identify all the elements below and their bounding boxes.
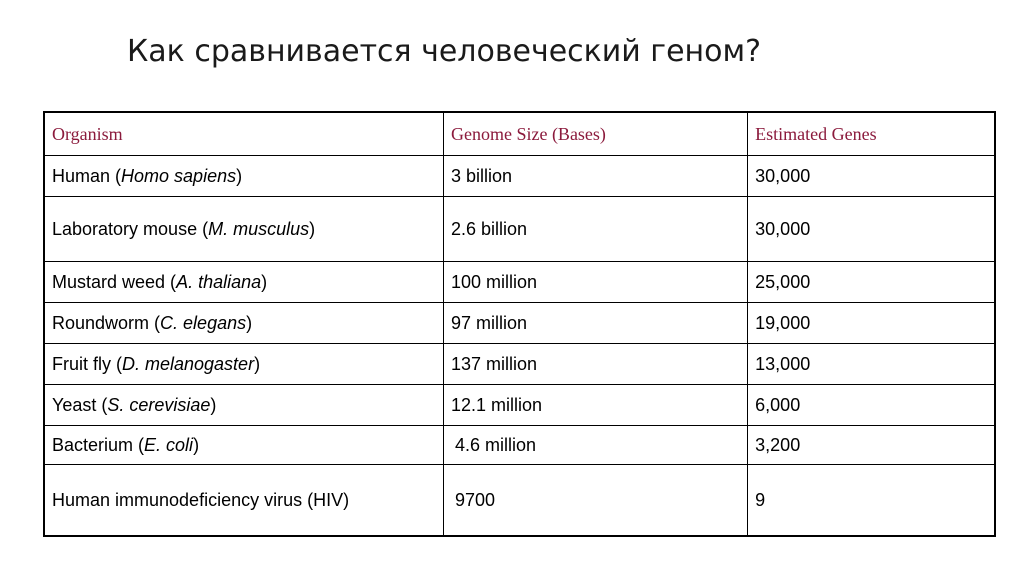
genome-size-cell: 100 million xyxy=(443,262,747,303)
organism-close-paren: ) xyxy=(309,218,316,239)
genome-size-cell: 12.1 million xyxy=(443,385,747,426)
organism-cell xyxy=(44,426,443,465)
organism-cell xyxy=(44,385,443,426)
genome-size-cell: 2.6 billion xyxy=(443,197,747,262)
organism-close-paren: ) xyxy=(210,394,217,415)
organism-common-name: Fruit fly ( xyxy=(52,353,122,374)
organism-common-name: Mustard weed ( xyxy=(52,271,177,292)
organism-close-paren: ) xyxy=(261,271,268,292)
estimated-genes-cell: 30,000 xyxy=(748,156,995,197)
estimated-genes-cell: 13,000 xyxy=(748,344,995,385)
organism-scientific-name: Homo sapiens xyxy=(121,165,237,186)
genome-size-cell: 3 billion xyxy=(443,156,747,197)
table-row xyxy=(44,262,995,303)
organism-common-name: Laboratory mouse ( xyxy=(52,218,209,239)
genome-size-cell: 4.6 million xyxy=(443,426,747,465)
organism-scientific-name: S. cerevisiae xyxy=(107,394,211,415)
organism-close-paren: ) xyxy=(236,165,243,186)
organism-close-paren: ) xyxy=(254,353,261,374)
page-title: Как сравнивается человеческий геном? xyxy=(127,34,762,69)
organism-cell xyxy=(44,262,443,303)
organism-common-name: Human immunodeficiency virus (HIV) xyxy=(52,489,350,510)
table-row xyxy=(44,426,995,465)
organism-common-name: Human ( xyxy=(52,165,122,186)
organism-common-name: Roundworm ( xyxy=(52,312,161,333)
organism-cell xyxy=(44,303,443,344)
genome-size-cell: 9700 xyxy=(443,465,747,537)
table-row xyxy=(44,465,995,537)
table-row xyxy=(44,197,995,262)
organism-close-paren: ) xyxy=(246,312,253,333)
estimated-genes-cell: 30,000 xyxy=(748,197,995,262)
organism-close-paren: ) xyxy=(193,434,200,455)
estimated-genes-cell: 6,000 xyxy=(748,385,995,426)
organism-common-name: Yeast ( xyxy=(52,394,108,415)
table-row xyxy=(44,385,995,426)
estimated-genes-cell: 25,000 xyxy=(748,262,995,303)
organism-cell xyxy=(44,344,443,385)
organism-scientific-name: C. elegans xyxy=(160,312,247,333)
organism-scientific-name: A. thaliana xyxy=(176,271,262,292)
organism-scientific-name: E. coli xyxy=(144,434,194,455)
organism-scientific-name: D. melanogaster xyxy=(122,353,255,374)
estimated-genes-cell: 3,200 xyxy=(748,426,995,465)
table-row xyxy=(44,156,995,197)
genome-comparison-table xyxy=(43,111,996,537)
column-header-organism: Organism xyxy=(44,112,443,156)
organism-cell xyxy=(44,197,443,262)
organism-cell xyxy=(44,156,443,197)
estimated-genes-cell: 19,000 xyxy=(748,303,995,344)
genome-size-cell: 97 million xyxy=(443,303,747,344)
estimated-genes-cell: 9 xyxy=(748,465,995,537)
column-header-genome-size: Genome Size (Bases) xyxy=(443,112,747,156)
table-header-row xyxy=(44,112,995,156)
genome-size-cell: 137 million xyxy=(443,344,747,385)
table-row xyxy=(44,344,995,385)
column-header-estimated-genes: Estimated Genes xyxy=(748,112,995,156)
table-row xyxy=(44,303,995,344)
organism-common-name: Bacterium ( xyxy=(52,434,145,455)
organism-cell xyxy=(44,465,443,537)
organism-scientific-name: M. musculus xyxy=(208,218,310,239)
